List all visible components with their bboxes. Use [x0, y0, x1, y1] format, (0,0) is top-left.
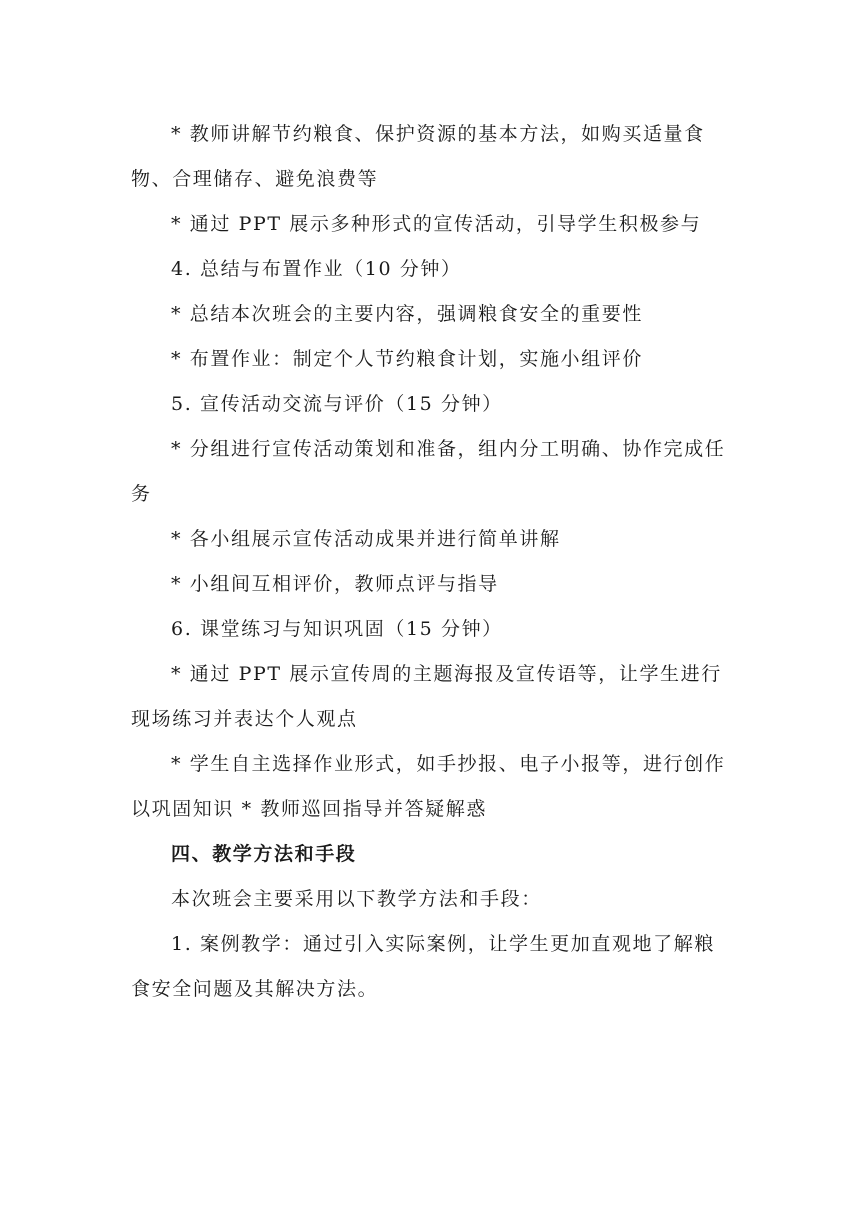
paragraph-step: 5. 宣传活动交流与评价（15 分钟）: [171, 393, 503, 415]
paragraph-bullet: * 教师讲解节约粮食、保护资源的基本方法，如购买适量食物、合理储存、避免浪费等: [131, 123, 705, 190]
paragraph-step: 6. 课堂练习与知识巩固（15 分钟）: [171, 618, 503, 640]
paragraph-step: 1. 案例教学：通过引入实际案例，让学生更加直观地了解粮食安全问题及其解决方法。: [131, 933, 715, 1000]
paragraph-bullet: * 通过 PPT 展示多种形式的宣传活动，引导学生积极参与: [171, 213, 702, 235]
paragraph-bullet: * 总结本次班会的主要内容，强调粮食安全的重要性: [171, 303, 643, 325]
paragraph-bullet: * 学生自主选择作业形式，如手抄报、电子小报等，进行创作以巩固知识 * 教师巡回指导并答疑解惑: [131, 753, 726, 820]
paragraph-body: 本次班会主要采用以下教学方法和手段：: [171, 888, 542, 910]
paragraph-bullet: * 分组进行宣传活动策划和准备，组内分工明确、协作完成任务: [131, 438, 726, 505]
paragraph-bullet: * 通过 PPT 展示宣传周的主题海报及宣传语等，让学生进行现场练习并表达个人观点: [131, 663, 722, 730]
paragraph-bullet: * 小组间互相评价，教师点评与指导: [171, 573, 499, 595]
document-body: [131, 112, 729, 1012]
paragraph-bullet: * 布置作业：制定个人节约粮食计划，实施小组评价: [171, 348, 643, 370]
section-heading: 四、教学方法和手段: [171, 843, 357, 865]
paragraph-step: 4. 总结与布置作业（10 分钟）: [171, 258, 462, 280]
paragraph-bullet: * 各小组展示宣传活动成果并进行简单讲解: [171, 528, 561, 550]
